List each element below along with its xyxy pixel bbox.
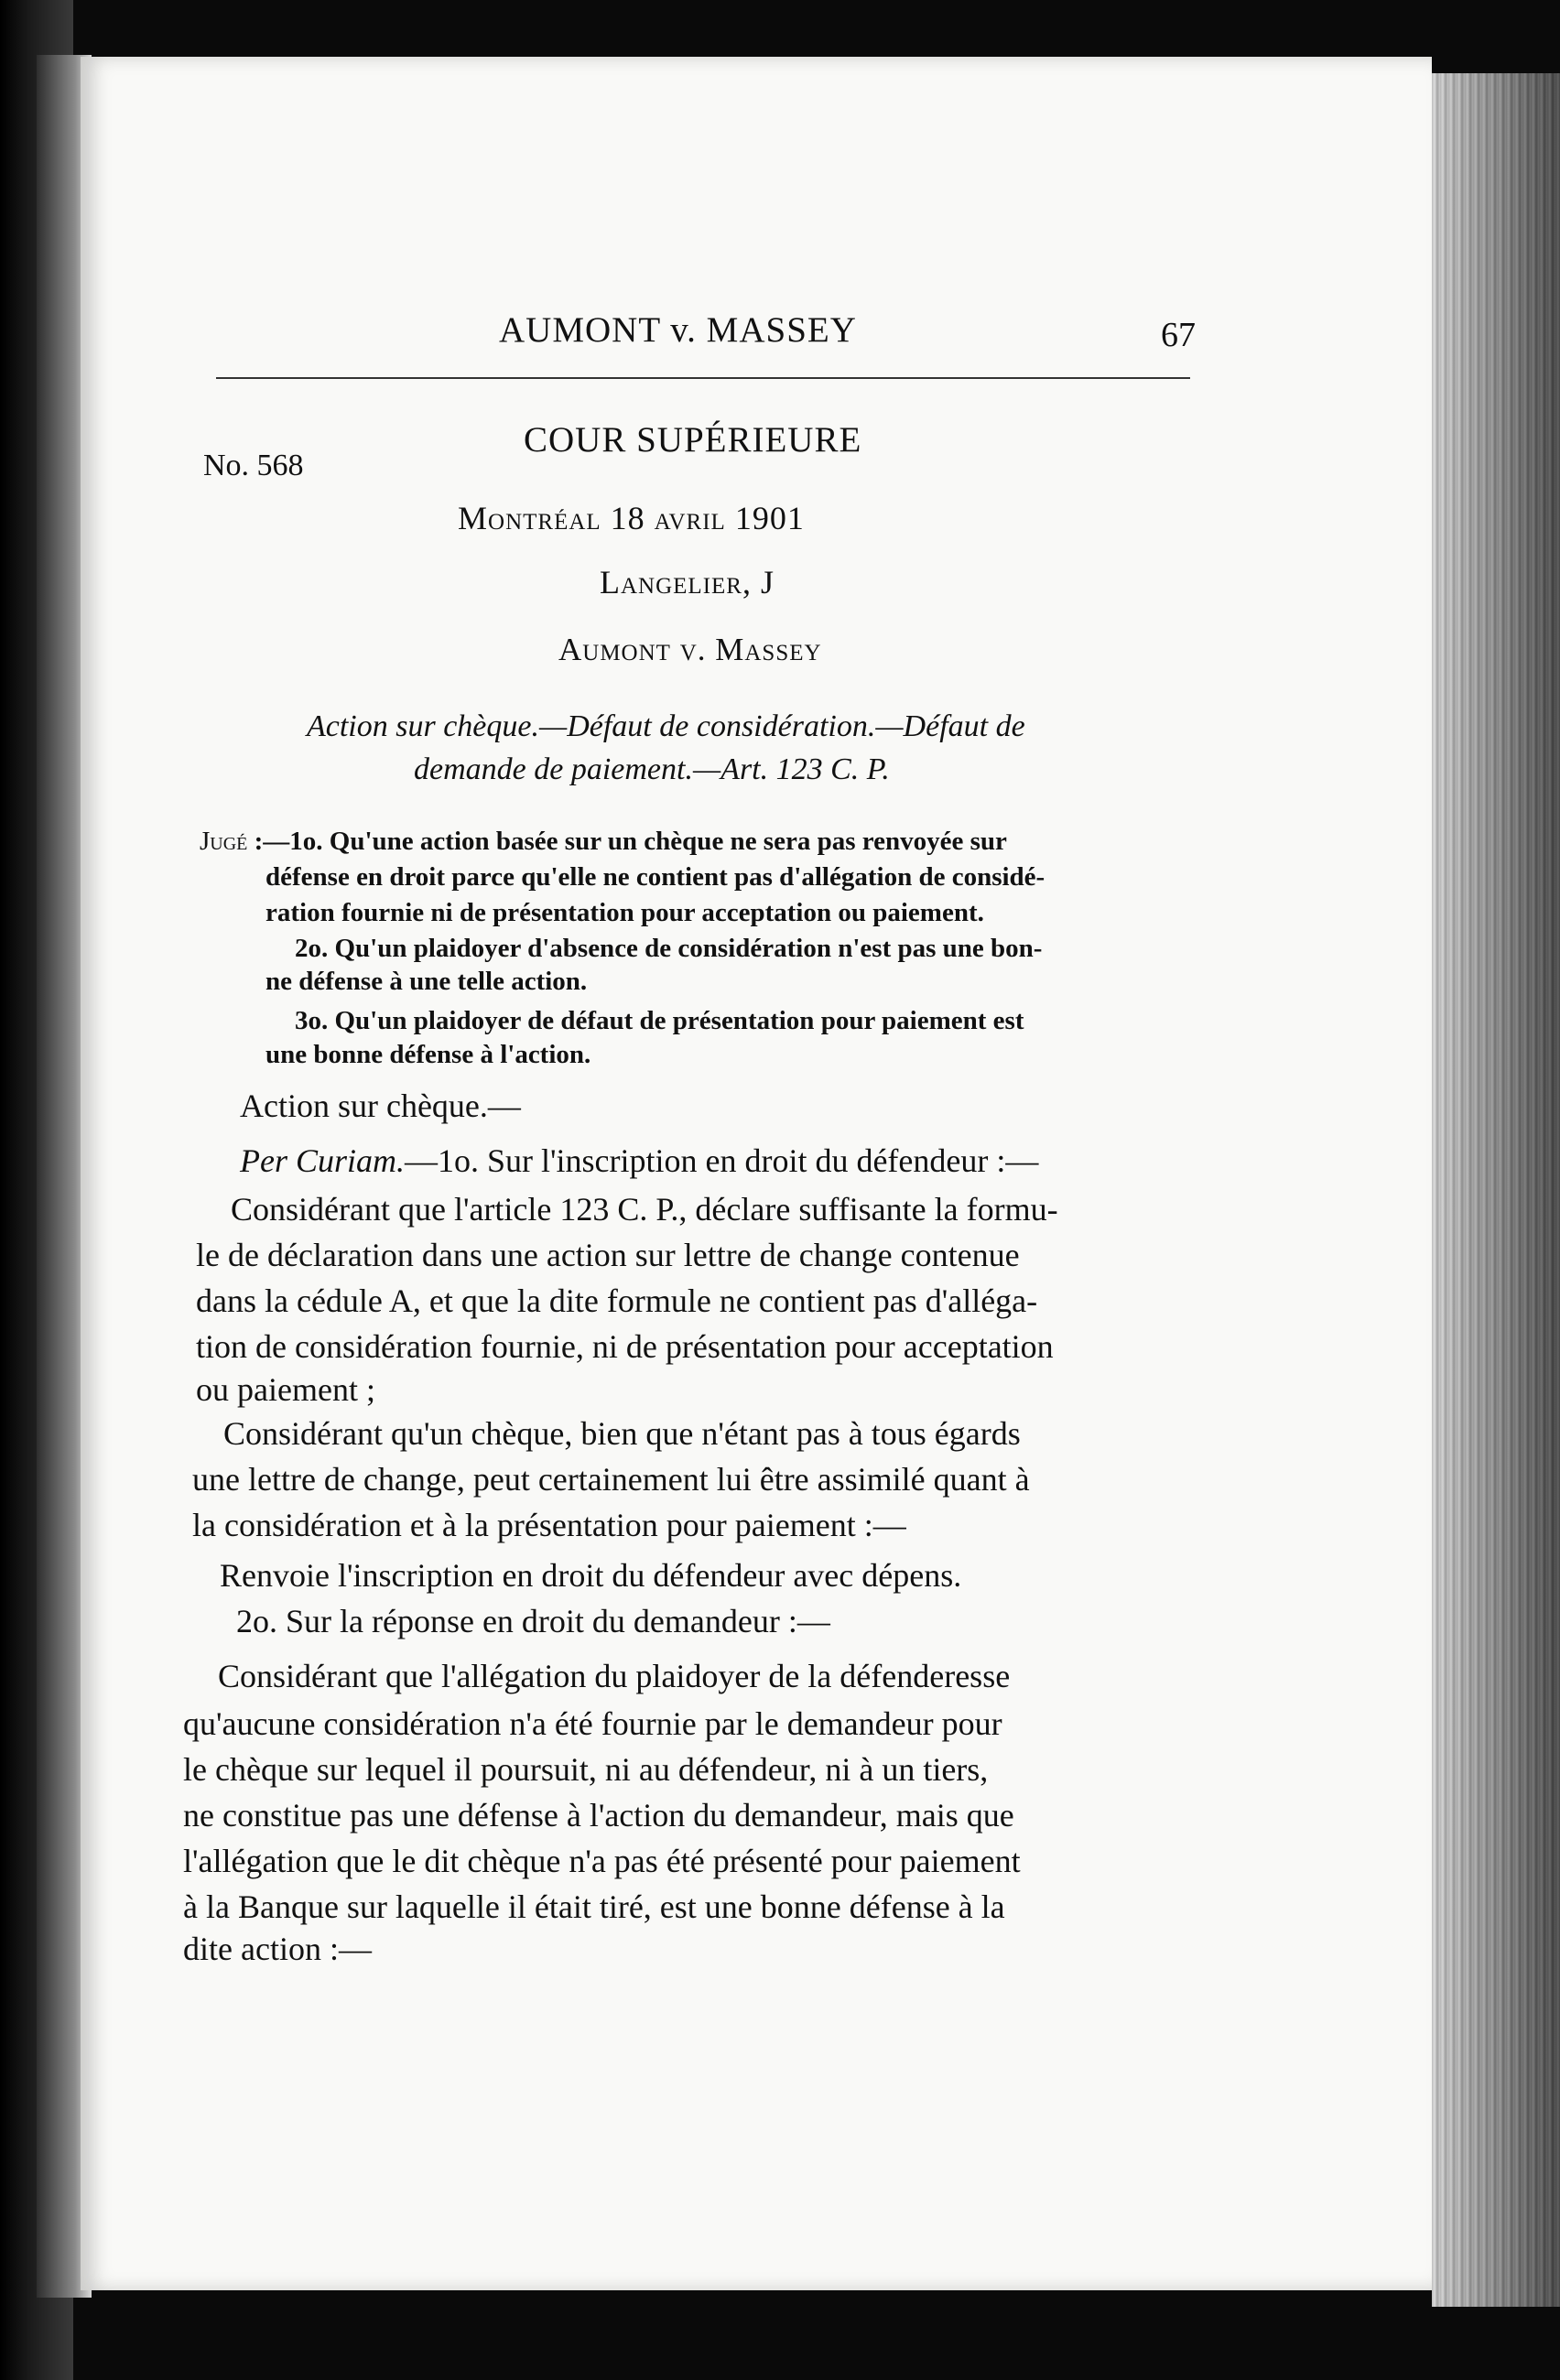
held-line: 3o. Qu'un plaidoyer de défaut de présentation pour paiement est [295, 1006, 1024, 1035]
running-head: AUMONT v. MASSEY [499, 310, 857, 350]
held-line: ne défense à une telle action. [265, 967, 588, 996]
headnote-line: demande de paiement.—Art. 123 C. P. [414, 752, 890, 786]
header-rule [216, 377, 1190, 379]
held-line: Jugé :—1o. Qu'une action basée sur un chèque ne sera pas renvoyée sur [200, 827, 1007, 856]
case-parties: Aumont v. Massey [558, 632, 822, 667]
place-date: Montréal 18 avril 1901 [458, 500, 805, 536]
held-line: défense en droit parce qu'elle ne contient pas d'allégation de considé- [265, 862, 1045, 892]
body-line: le de déclaration dans une action sur lettre de change contenue [196, 1237, 1020, 1273]
body-line: une lettre de change, peut certainement lui être assimilé quant à [192, 1461, 1030, 1498]
body-line: le chèque sur lequel il poursuit, ni au défendeur, ni à un tiers, [183, 1751, 989, 1788]
body-line: à la Banque sur laquelle il était tiré, est une bonne défense à la [183, 1888, 1005, 1925]
body-line: 2o. Sur la réponse en droit du demandeur :— [236, 1603, 830, 1639]
page-number: 67 [1161, 316, 1196, 354]
court-heading: COUR SUPÉRIEURE [524, 420, 862, 460]
body-line: Considérant que l'article 123 C. P., déclare suffisante la formu- [231, 1191, 1058, 1228]
held-label: Jugé [200, 827, 248, 856]
body-line: Action sur chèque.— [240, 1087, 521, 1124]
body-line: la considération et à la présentation pour paiement :— [192, 1507, 906, 1543]
headnote-line: Action sur chèque.—Défaut de considération.—Défaut de [307, 709, 1025, 743]
held-line: une bonne défense à l'action. [265, 1040, 591, 1069]
body-line: Considérant que l'allégation du plaidoyer de la défenderesse [218, 1658, 1011, 1694]
body-line: Per Curiam.—1o. Sur l'inscription en droit du défendeur :— [240, 1142, 1039, 1179]
per-curiam-label: Per Curiam. [240, 1142, 405, 1179]
body-line: dans la cédule A, et que la dite formule ne contient pas d'alléga- [196, 1282, 1038, 1319]
body-line: ou paiement ; [196, 1371, 375, 1408]
held-line: ration fournie ni de présentation pour acceptation ou paiement. [265, 898, 984, 927]
judge-name: Langelier, J [600, 564, 775, 600]
body-line: qu'aucune considération n'a été fournie par le demandeur pour [183, 1705, 1002, 1742]
body-line: dite action :— [183, 1931, 372, 1967]
body-line: Renvoie l'inscription en droit du défendeur avec dépens. [220, 1557, 962, 1594]
case-number: No. 568 [203, 449, 304, 482]
body-line: Considérant qu'un chèque, bien que n'étant pas à tous égards [223, 1415, 1021, 1452]
held-line: 2o. Qu'un plaidoyer d'absence de considération n'est pas une bon- [295, 934, 1043, 963]
body-line: ne constitue pas une défense à l'action du demandeur, mais que [183, 1797, 1014, 1834]
body-line: l'allégation que le dit chèque n'a pas été présenté pour paiement [183, 1843, 1021, 1879]
body-line: tion de considération fournie, ni de présentation pour acceptation [196, 1328, 1054, 1365]
